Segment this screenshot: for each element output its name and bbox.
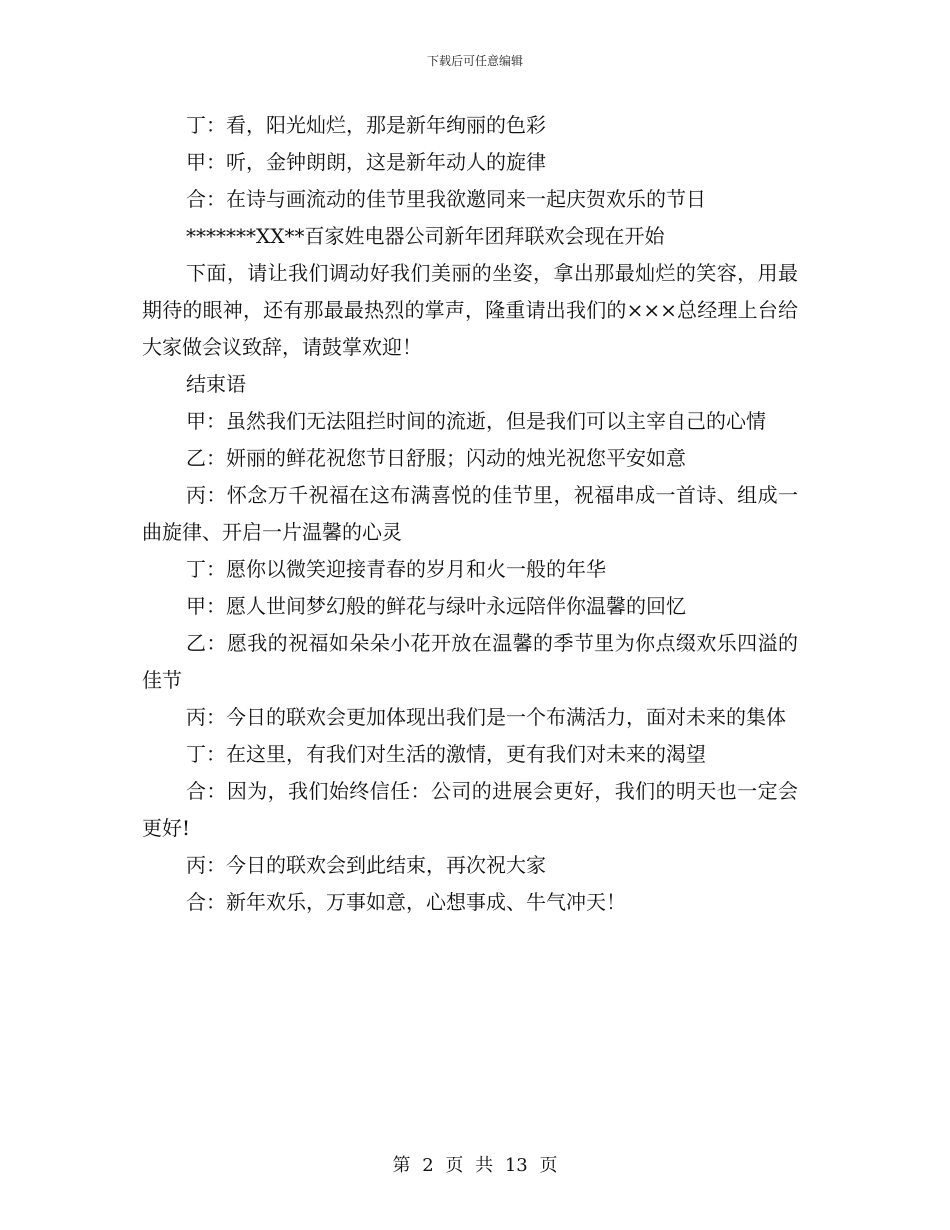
section-heading-closing: 结束语 <box>186 372 246 396</box>
document-body <box>142 107 798 921</box>
paragraph-bing-1: 丙：怀念万千祝福在这布满喜悦的佳节里，祝福串成一首诗、组成一曲旋律、开启一片温馨的心灵 <box>142 483 798 544</box>
paragraph-ding-2: 丁：愿你以微笑迎接青春的岁月和火一般的年华 <box>186 557 606 581</box>
paragraph-bing-3: 丙：今日的联欢会到此结束，再次祝大家 <box>186 853 546 877</box>
page-number-footer: 第 2 页 共 13 页 <box>392 1155 558 1176</box>
page-header: 下载后可任意编辑 <box>426 54 523 68</box>
paragraph-bing-2: 丙：今日的联欢会更加体现出我们是一个布满活力，面对未来的集体 <box>186 705 786 729</box>
paragraph-he-3: 合：新年欢乐，万事如意，心想事成、牛气冲天！ <box>186 890 626 914</box>
paragraph-opening-announcement: *******XX**百家姓电器公司新年团拜联欢会现在开始 <box>186 224 665 248</box>
paragraph-invitation: 下面，请让我们调动好我们美丽的坐姿，拿出那最灿烂的笑容，用最期待的眼神，还有那最最热烈的掌声，隆重请出我们的×××总经理上台给大家做会议致辞，请鼓掌欢迎！ <box>142 261 798 359</box>
paragraph-jia-2: 甲：虽然我们无法阻拦时间的流逝，但是我们可以主宰自己的心情 <box>186 409 766 433</box>
paragraph-ding-1: 丁：看，阳光灿烂，那是新年绚丽的色彩 <box>186 113 546 137</box>
paragraph-yi-2: 乙：愿我的祝福如朵朵小花开放在温馨的季节里为你点缀欢乐四溢的佳节 <box>142 631 798 692</box>
paragraph-ding-3: 丁：在这里，有我们对生活的激情，更有我们对未来的渴望 <box>186 742 706 766</box>
paragraph-yi-1: 乙：妍丽的鲜花祝您节日舒服；闪动的烛光祝您平安如意 <box>186 446 686 470</box>
paragraph-he-1: 合：在诗与画流动的佳节里我欲邀同来一起庆贺欢乐的节日 <box>186 187 706 211</box>
paragraph-he-2: 合：因为，我们始终信任：公司的进展会更好，我们的明天也一定会更好! <box>142 779 798 840</box>
paragraph-jia-1: 甲：听，金钟朗朗，这是新年动人的旋律 <box>186 150 546 174</box>
paragraph-jia-3: 甲：愿人世间梦幻般的鲜花与绿叶永远陪伴你温馨的回忆 <box>186 594 686 618</box>
